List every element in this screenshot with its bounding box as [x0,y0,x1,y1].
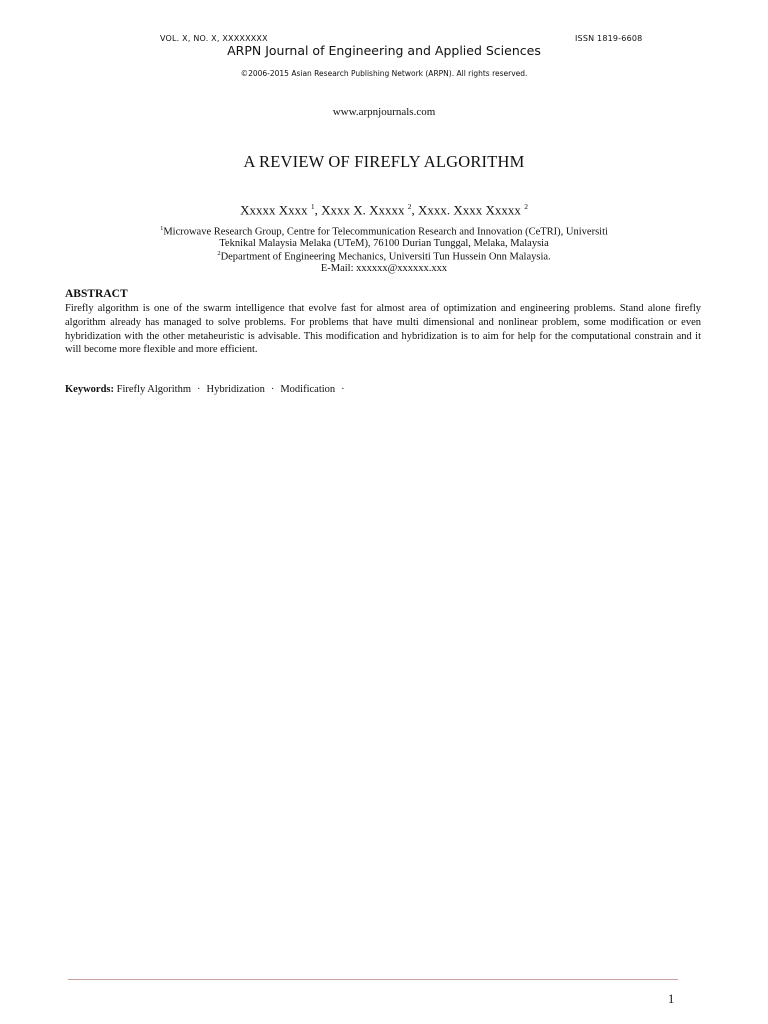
author-affiliation-mark: 2 [524,202,528,211]
author-name: Xxxx X. Xxxxx [321,202,405,218]
volume-info: VOL. X, NO. X, XXXXXXXX [160,34,268,43]
keyword-separator: · [341,384,345,395]
affiliation-text: Microwave Research Group, Centre for Telecommunication Research and Innovation (CeTRI), Universiti [163,226,608,238]
affiliation-2 [0,250,768,263]
journal-name: ARPN Journal of Engineering and Applied Sciences [227,43,541,58]
author-name: Xxxx. Xxxx Xxxxx [418,202,521,218]
keywords-line [65,384,351,395]
author-email: E-Mail: xxxxxx@xxxxxx.xxx [320,263,448,274]
journal-website-link[interactable]: www.arpnjournals.com [332,106,436,118]
author-affiliation-mark: 1 [310,202,315,211]
keyword-item: Modification [280,384,336,395]
issn-info: ISSN 1819-6608 [575,34,643,43]
copyright-notice: ©2006-2015 Asian Research Publishing Network (ARPN). All rights reserved. [240,69,528,78]
affiliation-1-line-1 [0,225,768,238]
keyword-separator: · [270,384,275,395]
author-affiliation-mark: 2 [407,202,412,211]
keyword-separator: · [197,384,201,395]
page-number: 1 [668,992,675,1006]
affiliation-1-line-2: Teknikal Malaysia Melaka (UTeM), 76100 Durian Tunggal, Melaka, Malaysia [219,238,549,249]
footer-divider [68,979,678,980]
keywords-label: Keywords: [65,384,114,395]
paper-title: A REVIEW OF FIREFLY ALGORITHM [243,152,525,171]
keyword-item: Firefly Algorithm [116,384,191,395]
affiliation-text: Department of Engineering Mechanics, Universiti Tun Hussein Onn Malaysia. [220,251,551,263]
author-list: Xxxxx Xxxx $^1$, Xxxx X. Xxxxx $^2$, Xxxx. Xxxx Xxxxx $^2$ [240,202,528,218]
keyword-item: Hybridization [206,384,265,395]
abstract-heading: ABSTRACT [65,288,128,300]
affiliation-mark: 1 [160,225,164,232]
abstract-text: Firefly algorithm is one of the swarm intelligence that evolve fast for almost area of optimization and engineering problems. Stand alone firefly algorithm already has managed to solve problems. For problems that have multi dimensional and nonlinear problem, some modification or even hybridization with the other metaheuristic is advisable. This modification and hybridization is to aim for help for the computational constrain and it will become more flexible and more efficient. [65,303,701,356]
affiliation-mark: 2 [217,250,221,257]
author-name: Xxxxx Xxxx [240,202,308,218]
